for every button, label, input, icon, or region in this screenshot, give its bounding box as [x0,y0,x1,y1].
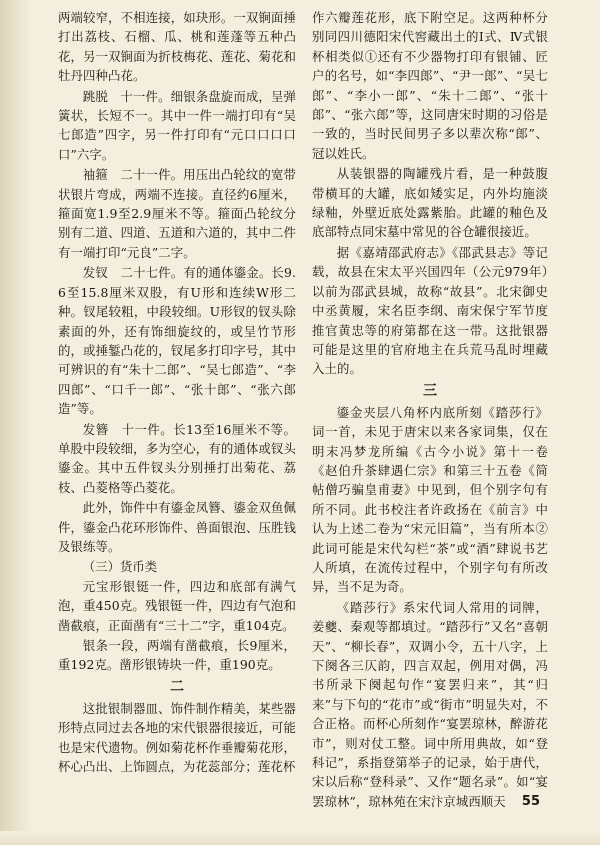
paragraph: 元宝形银铤一件，四边和底部有满气泡，重450克。残银铤一件，四边有气泡和凿截痕，正面凿有“三十二”字，重104克。 [58,578,296,633]
left-paragraphs-after [58,577,296,675]
section-subheading-currency: （三）货币类 [82,559,158,575]
right-paragraphs-after [312,403,548,812]
paragraph: 此外，饰件中有鎏金凤簪、鎏金双鱼佩件，鎏金凸花环形饰件、兽面银泡、压胜钱及银练等。 [58,500,296,554]
page-gutter-shadow [0,0,30,845]
paragraph: 这批银制器皿、饰件制作精美，某些器形特点同过去各地的宋代银器很接近，可能也是宋代遗物。例如菊花杯作垂瓣菊花形，杯心凸出、上饰圆点，为花蕊部分；莲花杯 [58,700,296,775]
paragraph: 两端较窄，不相连接，如玦形。一双锏面捶打出荔枝、石榴、瓜、桃和莲蓬等五种凸花，另一双锏面为折枝梅花、莲花、菊花和牡丹四种凸花。 [58,10,296,84]
left-paragraphs-final [58,699,296,777]
left-column [58,8,296,777]
paragraph: 据《嘉靖邵武府志》《邵武县志》等记载，故县在宋太平兴国四年（公元979年）以前为邵武县城，故称“故县”。北宋御史中丞黄履，宋名臣李纲、南宋保宁军节度推官黄忠等的府第都在这一带。这批银器可能是这里的官府地主在兵荒马乱时埋藏入土的。 [312,244,548,377]
paragraph: 鎏金夹层八角杯内底所刻《踏莎行》词一首，未见于唐宋以来各家词集，仅在明末冯梦龙所编《古今小说》第十一卷《赵伯升茶肆遇仁宗》和第三十五卷《简帖僧巧骗皇甫妻》中见到，但个别字句有所不同。此书校注者许政扬在《前言》中认为上述二卷为“宋元旧篇”，当有所本②此词可能是宋代勾栏“茶”或“酒”肆说书艺人所填，在流传过程中，个别字句有所改异，当不足为奇。 [312,404,548,595]
page-bottom-edge [0,831,600,845]
section-heading-two: 二 [170,678,184,695]
page-number: 55 [521,794,540,809]
right-paragraphs [312,8,548,379]
paragraph: 作六瓣莲花形，底下附空足。这两种杯分别同四川德阳宋代窖藏出土的Ⅰ式、Ⅳ式银杯相类似①还有不少器物打印有银铺、匠户的名号，如“李四郎”、“尹一郎”、“吴七郎”、“李小一郎”、“朱十二郎”、“张十郎”、“张六郎”等，这同唐宋时期的习俗是一致的，当时民间男子多以辈次称“郎”、冠以姓氏。 [312,10,548,161]
section-heading-three: 三 [423,382,437,399]
paragraph: 发钗 二十七件。有的通体鎏金。长9.6至15.8厘米双股，有U形和连续W形二种。钗尾较粗，中段较细。U形钗的钗头除素面的外，还有饰细旋纹的，或呈竹节形的，或捶錾凸花的，钗尾多打印字号，其中可辨识的有“朱十二郎”、“吴七郎造”、“李四郎”、“口千一郎”、“张十郎”、“张六郎造”等。 [58,265,296,417]
paragraph: 跳脱 十一件。细银条盘旋而成，呈弹簧状，长短不一。其中一件一端打印有“吴七郎造”四字，另一件打印有“元口口口口口”六字。 [58,88,296,162]
paragraph: 银条一段，两端有凿截痕，长9厘米，重192克。凿形银铸块一件，重190克。 [58,638,296,673]
right-column [312,8,548,812]
paragraph: 从装银器的陶罐残片看，是一种鼓腹带横耳的大罐，底如矮实足，内外均施淡绿釉，外壁近底处露紫胎。此罐的釉色及底部特点同宋墓中常见的谷仓罐很接近。 [312,166,548,240]
paragraph: 发簪 十一件。长13至16厘米不等。单股中段较细，多为空心，有的通体或钗头鎏金。其中五件钗头分别捶打出菊花、荔枝、凸菱格等凸菱花。 [58,421,296,495]
left-paragraphs [58,8,296,556]
paragraph: 袖箍 二十一件。用压出凸轮纹的宽带状银片弯成，两端不连接。直径约6厘米，箍面宽1.9至2.9厘米不等。箍面凸轮纹分别有二道、四道、五道和六道的，其中二件有一端打印“元良”二字。 [58,167,296,260]
paragraph: 《踏莎行》系宋代词人常用的词牌，姜夔、秦观等都填过。“踏莎行”又名“喜朝天”、“柳长春”，双调小令，五十八字，上下阕各三仄韵，四言双起，例用对偶，冯书所录下阕起句作“宴罢归来”，其“归来”与下句的“花市”或“街市”明显失对，不合正格。而杯心所刻作“宴罢琼林，醉游花市”，则对仗工整。词中所用典故，如“登科记”，系指登第举子的记录，始于唐代，宋以后称“登科录”、又作“题名录”。如“宴罢琼林”，琼林苑在宋汴京城西顺天 [312,599,548,809]
